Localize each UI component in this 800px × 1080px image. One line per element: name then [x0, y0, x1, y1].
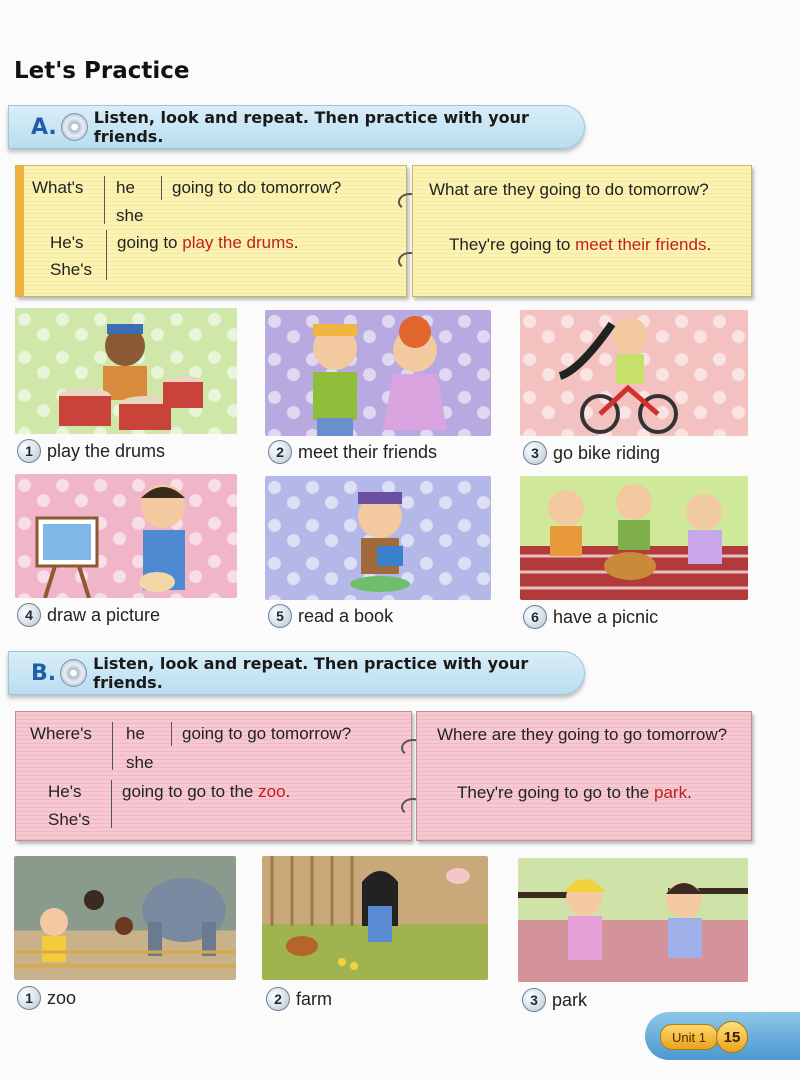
grammar-panel-b-left: [15, 711, 412, 841]
section-instruction: Listen, look and repeat. Then practice with your friends.: [93, 108, 529, 146]
question-plural: Where are they going to go tomorrow?: [437, 725, 728, 744]
answer-she: She's: [48, 810, 90, 829]
answer-plural: They're going to meet their friends.: [449, 235, 712, 254]
pronoun-she: she: [126, 753, 154, 772]
picture-label: [523, 441, 660, 465]
answer-highlight: meet their friends: [575, 235, 707, 254]
picnic-illustration: [520, 476, 748, 600]
number-badge: 3: [522, 988, 546, 1012]
answer-sentence: going to go to the zoo.: [122, 782, 291, 801]
label-text: meet their friends: [298, 441, 438, 462]
answer-plural: They're going to go to the park.: [457, 783, 692, 802]
audio-cd-icon[interactable]: [61, 113, 88, 141]
section-instruction: Listen, look and repeat. Then practice with your friends.: [93, 654, 529, 692]
label-text: zoo: [47, 987, 77, 1008]
picture-bike-riding: [520, 310, 748, 436]
label-text: play the drums: [47, 440, 166, 461]
answer-he: He's: [48, 782, 82, 801]
section-letter: A.: [31, 114, 57, 140]
label-text: farm: [296, 988, 332, 1009]
picture-zoo: [14, 856, 236, 980]
label-text: park: [552, 989, 588, 1010]
zoo-illustration: [14, 856, 236, 980]
picture-label: [522, 988, 587, 1012]
picture-label: [17, 439, 165, 463]
answer-she: She's: [50, 260, 92, 279]
picture-label: [523, 605, 658, 629]
picture-read-book: [265, 476, 491, 600]
drummer-illustration: [15, 308, 237, 434]
picture-label: [17, 603, 160, 627]
bike-illustration: [520, 310, 748, 436]
number-badge: 2: [266, 987, 290, 1011]
question-word: What's: [32, 178, 84, 197]
answer-highlight: play the drums: [182, 233, 294, 252]
question-rest: going to go tomorrow?: [182, 724, 352, 743]
farm-illustration: [262, 856, 488, 980]
question-word: Where's: [30, 724, 92, 743]
picture-label: [17, 986, 76, 1010]
picture-draw-picture: [15, 474, 237, 598]
number-badge: 5: [268, 604, 292, 628]
section-a-header: [8, 105, 585, 149]
answer-highlight: park: [654, 783, 688, 802]
answer-sentence: going to play the drums.: [117, 233, 299, 252]
number-badge: 1: [17, 986, 41, 1010]
audio-cd-icon[interactable]: [60, 659, 87, 687]
grammar-panel-b-right: [416, 711, 752, 841]
answer-he: He's: [50, 233, 84, 252]
picture-park: [518, 858, 748, 982]
reader-illustration: [265, 476, 491, 600]
section-b-header: [8, 651, 585, 695]
page-number: 15: [716, 1021, 748, 1053]
question-plural: What are they going to do tomorrow?: [429, 180, 709, 199]
label-text: draw a picture: [47, 604, 161, 625]
picture-meet-friends: [265, 310, 491, 436]
label-text: read a book: [298, 605, 394, 626]
picture-have-picnic: [520, 476, 748, 600]
section-letter: B.: [31, 660, 57, 686]
number-badge: 2: [268, 440, 292, 464]
question-rest: going to do tomorrow?: [172, 178, 342, 197]
pronoun-he: he: [116, 178, 135, 197]
number-badge: 1: [17, 439, 41, 463]
grammar-panel-a-right: [412, 165, 752, 297]
picture-label: [268, 604, 393, 628]
grammar-panel-a-left: [15, 165, 407, 297]
number-badge: 3: [523, 441, 547, 465]
number-badge: 4: [17, 603, 41, 627]
page-title: Let's Practice: [14, 58, 190, 84]
picture-play-drums: [15, 308, 237, 434]
label-text: go bike riding: [553, 442, 661, 463]
number-badge: 6: [523, 605, 547, 629]
park-illustration: [518, 858, 748, 982]
pronoun-she: she: [116, 206, 144, 225]
picture-label: [268, 440, 437, 464]
unit-label: Unit 1: [660, 1024, 718, 1050]
painter-illustration: [15, 474, 237, 598]
label-text: have a picnic: [553, 606, 659, 627]
answer-highlight: zoo: [258, 782, 286, 801]
picture-label: [266, 987, 332, 1011]
pronoun-he: he: [126, 724, 145, 743]
friends-illustration: [265, 310, 491, 436]
picture-farm: [262, 856, 488, 980]
